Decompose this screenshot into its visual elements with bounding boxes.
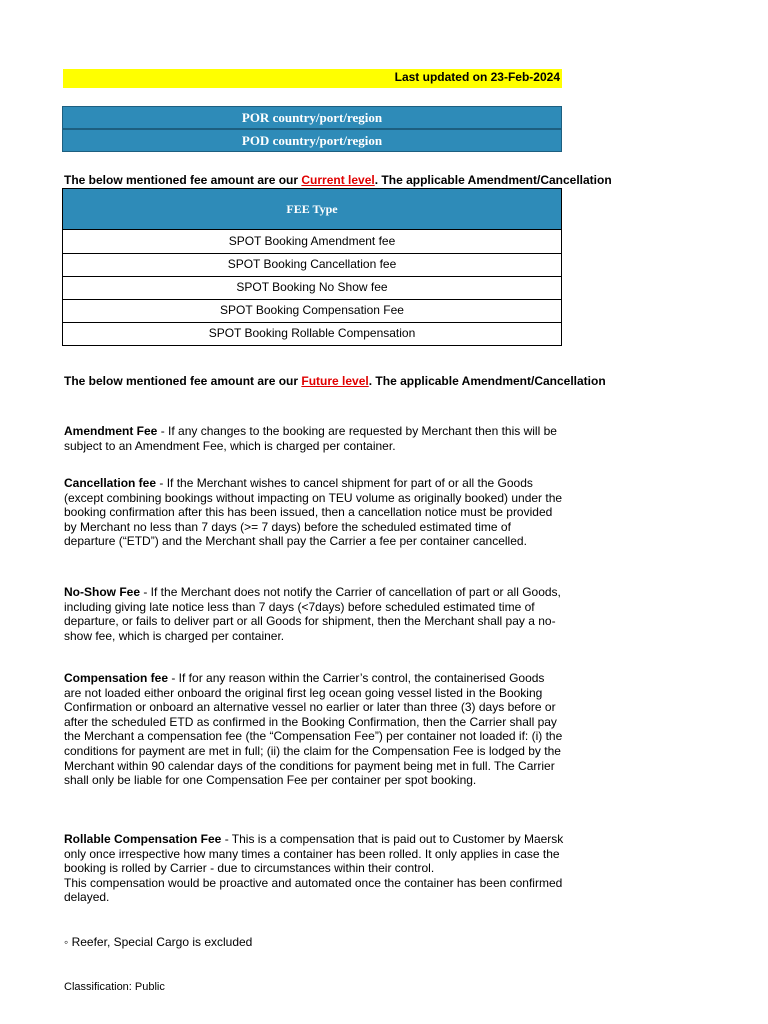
definition-term: Compensation fee <box>64 671 169 685</box>
definition-term: Rollable Compensation Fee <box>64 832 222 846</box>
definition-term: No-Show Fee <box>64 585 141 599</box>
classification-label: Classification: Public <box>64 981 165 993</box>
last-updated-banner <box>63 69 562 88</box>
compensation-fee-definition <box>64 671 564 788</box>
fee-row: SPOT Booking Cancellation fee <box>62 253 562 277</box>
definition-text: - If the Merchant does not notify the Carrier of cancellation of part or all Goods, including giving late notice less than 7 days (<7days) before scheduled estimated time of departure, or fails to deliver part or all Goods for shipment, then the Merchant shall pay a no-show fee, which is charged per container. <box>64 585 561 643</box>
amendment-fee-definition <box>64 424 564 453</box>
intro-text: The below mentioned fee amount are our <box>64 374 302 388</box>
fee-type-header: FEE Type <box>62 188 562 230</box>
future-level-highlight: Future level <box>301 374 369 388</box>
definition-text: - If any changes to the booking are requested by Merchant then this will be subject to an Amendment Fee, which is charged per container. <box>64 424 557 453</box>
fee-row: SPOT Booking No Show fee <box>62 276 562 300</box>
fee-row: SPOT Booking Amendment fee <box>62 230 562 254</box>
definition-text: - If the Merchant wishes to cancel shipment for part of or all the Goods (except combining bookings without impacting on TEU volume as originally booked) under the booking confirmation after this has been issued, then a cancellation notice must be provided by Merchant no less than 7 days (>= 7 days) before the scheduled estimated time of departure (“ETD”) and the Merchant shall pay the Carrier a fee per container cancelled. <box>64 476 563 549</box>
definition-term: Cancellation fee <box>64 476 157 490</box>
current-level-intro <box>64 172 612 188</box>
definition-term: Amendment Fee <box>64 424 158 438</box>
rollable-compensation-definition <box>64 832 564 905</box>
definition-text: - This is a compensation that is paid out to Customer by Maersk only once irrespective how many times a container has been rolled. It only applies in case the booking is rolled by Carrier - due to circumstances within their control. <box>64 832 564 876</box>
definition-text: - If for any reason within the Carrier’s control, the containerised Goods are not loaded either onboard the original first leg ocean going vessel listed in the Booking Confirmation or onboard an alternative vessel no earlier or later than three (3) days before or after the scheduled ETD as confirmed in the Booking Confirmation, then the Carrier shall pay the Merchant a compensation fee (the “Compensation Fee”) per container not loaded if: (i) the conditions for payment are met in full; (ii) the claim for the Compensation Fee is lodged by the Merchant within 90 calendar days of the conditions for payment being met in full. The Carrier shall only be liable for one Compensation Fee per container per spot booking. <box>64 671 563 788</box>
intro-text-tail: . The applicable Amendment/Cancellation <box>374 173 612 187</box>
fee-row: SPOT Booking Rollable Compensation <box>62 322 562 346</box>
exclusion-note: ◦ Reefer, Special Cargo is excluded <box>64 935 253 949</box>
definition-text-continued: This compensation would be proactive and automated once the container has been confirmed delayed. <box>64 875 563 905</box>
fee-row: SPOT Booking Compensation Fee <box>62 299 562 323</box>
no-show-fee-definition <box>64 585 564 643</box>
last-updated-text: Last updated on 23-Feb-2024 <box>394 70 560 84</box>
intro-text: The below mentioned fee amount are our <box>64 173 302 187</box>
current-level-highlight: Current level <box>301 173 375 187</box>
cancellation-fee-definition <box>64 476 564 549</box>
intro-text-tail: . The applicable Amendment/Cancellation <box>368 374 606 388</box>
future-level-intro <box>64 373 606 389</box>
pod-header: POD country/port/region <box>62 129 562 152</box>
por-header: POR country/port/region <box>62 106 562 129</box>
